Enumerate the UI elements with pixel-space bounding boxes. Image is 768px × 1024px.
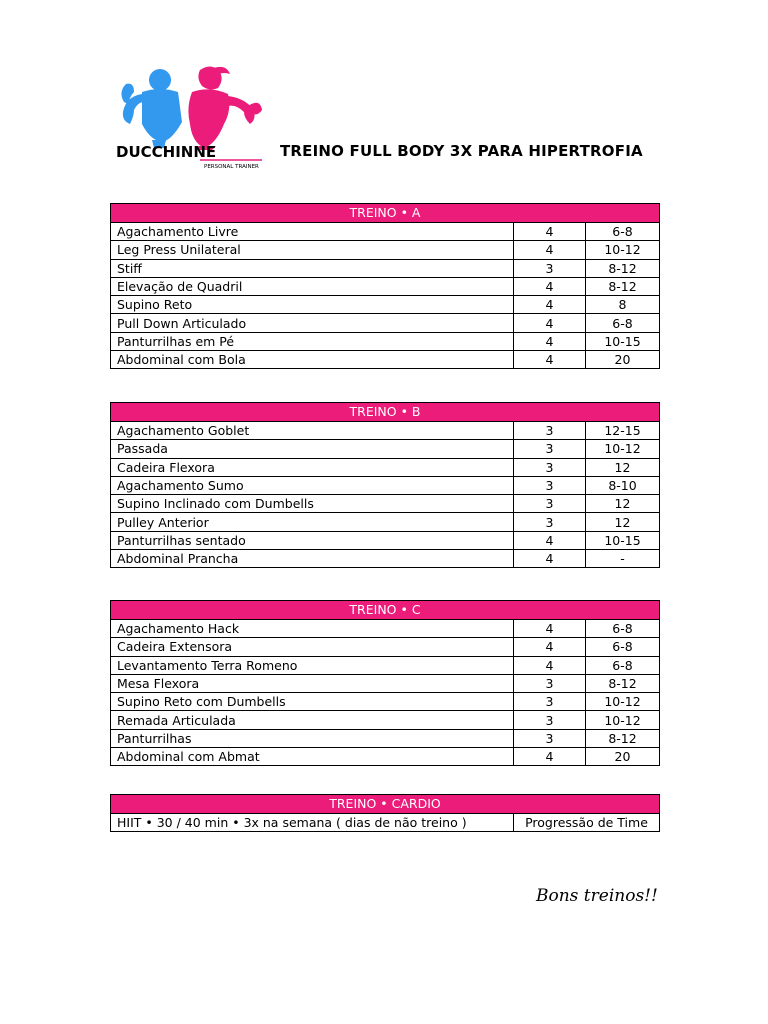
exercise-name: Abdominal Prancha (111, 550, 514, 568)
exercise-name: Mesa Flexora (111, 674, 514, 692)
reps-range: 20 (586, 748, 660, 766)
table-row (111, 674, 660, 692)
reps-range: 8-12 (586, 277, 660, 295)
cardio-exercise: HIIT • 30 / 40 min • 3x na semana ( dias de não treino ) (111, 814, 514, 832)
table-row (111, 259, 660, 277)
sets-count: 3 (514, 693, 586, 711)
exercise-name: Passada (111, 440, 514, 458)
brand-logo (112, 62, 268, 174)
sets-count: 3 (514, 259, 586, 277)
reps-range: 10-15 (586, 332, 660, 350)
table-row (111, 351, 660, 369)
sets-count: 4 (514, 223, 586, 241)
reps-range: 12 (586, 513, 660, 531)
reps-range: 10-15 (586, 531, 660, 549)
exercise-name: Stiff (111, 259, 514, 277)
exercise-name: Leg Press Unilateral (111, 241, 514, 259)
table-row (111, 748, 660, 766)
workout-table-a (110, 203, 660, 369)
table-row (111, 458, 660, 476)
table-row (111, 241, 660, 259)
table-row (111, 277, 660, 295)
reps-range: 12 (586, 458, 660, 476)
reps-range: 8 (586, 296, 660, 314)
table-row (111, 638, 660, 656)
exercise-name: Panturrilhas em Pé (111, 332, 514, 350)
sets-count: 3 (514, 440, 586, 458)
table-row (111, 296, 660, 314)
sets-count: 4 (514, 314, 586, 332)
exercise-name: Elevação de Quadril (111, 277, 514, 295)
exercise-name: Supino Reto (111, 296, 514, 314)
sets-count: 3 (514, 674, 586, 692)
sets-count: 4 (514, 351, 586, 369)
table-row (111, 440, 660, 458)
sets-count: 3 (514, 513, 586, 531)
sets-count: 4 (514, 296, 586, 314)
reps-range: 10-12 (586, 440, 660, 458)
sets-count: 3 (514, 495, 586, 513)
workout-header: TREINO • A (111, 204, 660, 223)
reps-range: 8-10 (586, 476, 660, 494)
workout-table-cardio (110, 794, 660, 832)
sets-count: 4 (514, 531, 586, 549)
exercise-name: Panturrilhas (111, 729, 514, 747)
sets-count: 3 (514, 476, 586, 494)
reps-range: 6-8 (586, 656, 660, 674)
reps-range: 6-8 (586, 223, 660, 241)
table-row (111, 422, 660, 440)
logo-wordmark: DUCCHINNE (116, 143, 217, 161)
table-row (111, 513, 660, 531)
logo-figures-icon (112, 62, 268, 174)
table-row (111, 693, 660, 711)
exercise-name: Pull Down Articulado (111, 314, 514, 332)
reps-range: 6-8 (586, 620, 660, 638)
reps-range: 8-12 (586, 729, 660, 747)
reps-range: 20 (586, 351, 660, 369)
sets-count: 4 (514, 656, 586, 674)
table-row (111, 814, 660, 832)
table-row (111, 531, 660, 549)
exercise-name: Cadeira Extensora (111, 638, 514, 656)
workout-header: TREINO • B (111, 403, 660, 422)
sets-count: 4 (514, 748, 586, 766)
page-title: TREINO FULL BODY 3X PARA HIPERTROFIA (280, 142, 643, 160)
exercise-name: Agachamento Hack (111, 620, 514, 638)
workout-table-c (110, 600, 660, 766)
reps-range: 8-12 (586, 674, 660, 692)
sets-count: 4 (514, 277, 586, 295)
table-row (111, 550, 660, 568)
sets-count: 4 (514, 620, 586, 638)
workout-header: TREINO • CARDIO (111, 795, 660, 814)
workout-table-b (110, 402, 660, 568)
reps-range: - (586, 550, 660, 568)
table-row (111, 729, 660, 747)
exercise-name: Levantamento Terra Romeno (111, 656, 514, 674)
sets-count: 4 (514, 332, 586, 350)
logo-subtext: PERSONAL TRAINER (204, 164, 259, 170)
reps-range: 10-12 (586, 711, 660, 729)
cardio-progression: Progressão de Time (514, 814, 660, 832)
reps-range: 12 (586, 495, 660, 513)
sets-count: 4 (514, 638, 586, 656)
exercise-name: Agachamento Sumo (111, 476, 514, 494)
sets-count: 3 (514, 422, 586, 440)
exercise-name: Pulley Anterior (111, 513, 514, 531)
exercise-name: Panturrilhas sentado (111, 531, 514, 549)
exercise-name: Supino Reto com Dumbells (111, 693, 514, 711)
workout-header: TREINO • C (111, 601, 660, 620)
sets-count: 3 (514, 729, 586, 747)
exercise-name: Abdominal com Abmat (111, 748, 514, 766)
exercise-name: Supino Inclinado com Dumbells (111, 495, 514, 513)
reps-range: 6-8 (586, 638, 660, 656)
exercise-name: Agachamento Goblet (111, 422, 514, 440)
table-row (111, 223, 660, 241)
reps-range: 6-8 (586, 314, 660, 332)
sets-count: 3 (514, 458, 586, 476)
exercise-name: Cadeira Flexora (111, 458, 514, 476)
exercise-name: Agachamento Livre (111, 223, 514, 241)
table-row (111, 332, 660, 350)
table-row (111, 314, 660, 332)
reps-range: 8-12 (586, 259, 660, 277)
closing-message: Bons treinos!! (536, 886, 658, 906)
sets-count: 3 (514, 711, 586, 729)
table-row (111, 476, 660, 494)
exercise-name: Abdominal com Bola (111, 351, 514, 369)
table-row (111, 620, 660, 638)
reps-range: 12-15 (586, 422, 660, 440)
sets-count: 4 (514, 241, 586, 259)
table-row (111, 711, 660, 729)
sets-count: 4 (514, 550, 586, 568)
reps-range: 10-12 (586, 241, 660, 259)
table-row (111, 656, 660, 674)
reps-range: 10-12 (586, 693, 660, 711)
exercise-name: Remada Articulada (111, 711, 514, 729)
table-row (111, 495, 660, 513)
